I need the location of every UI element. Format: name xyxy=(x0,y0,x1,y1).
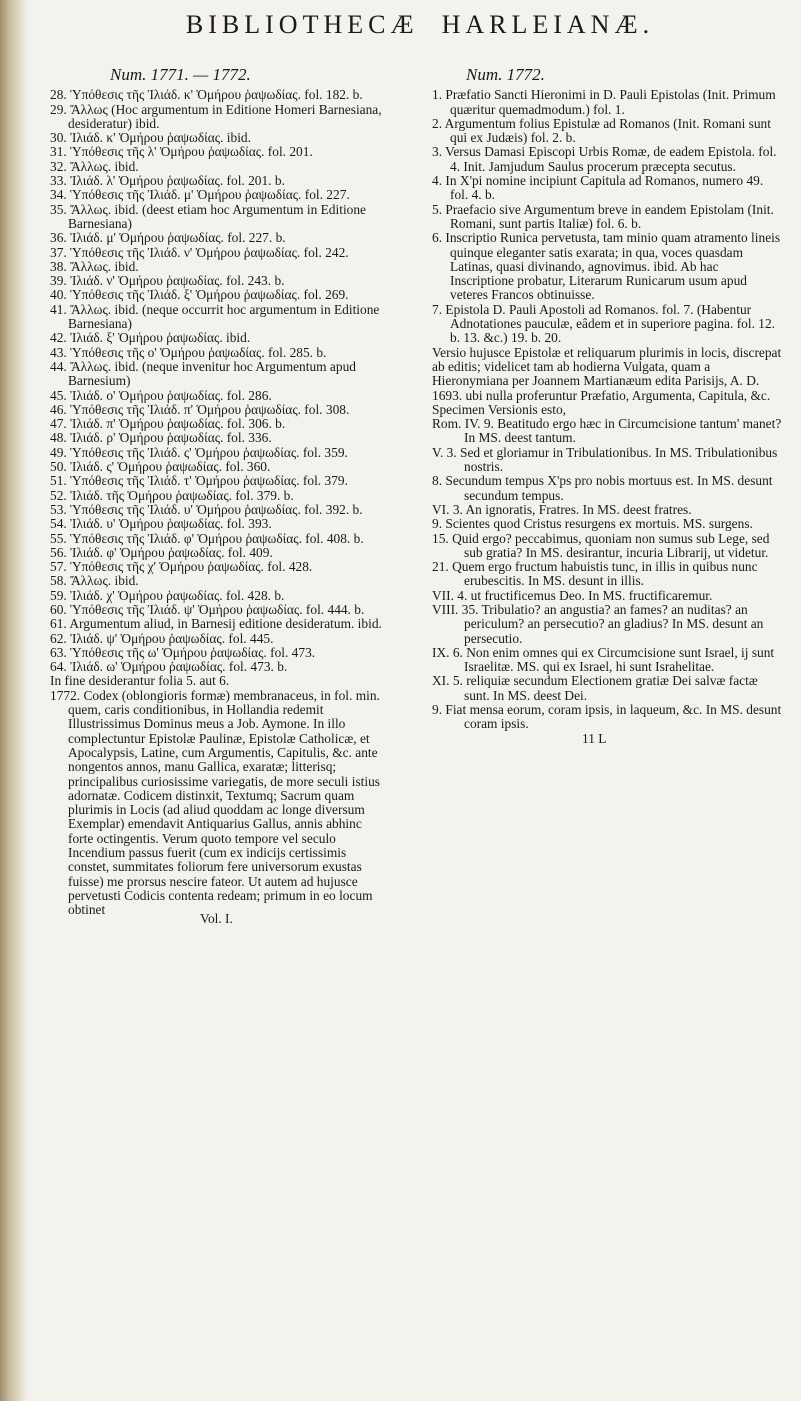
codex-description: 1772. Codex (oblongioris formæ) membranaceus, in fol. min. quem, caris conditionibus, in Hollandia redemit Illustrissimus Dominus meus a Job. Aymone. In illo complectuntur Epistolæ Paulinæ, Epistolæ Catholicæ, et Apocalypsis, Latine, cum Argumentis, Capitulis, &c. ante nongentos annos, manu Gallica, exaratæ; litterisq; principalibus curiosissime variegatis, de more seculi istius adornatæ. Codicem distinxit, Textumq; Sacrum quam plurimis in Locis (ad aliud quoddam ac longe diversum Exemplar) emendavit Antiquarius Gallus, annis abhinc forte octingentis. Verum quoto tempore vel seculo Incendium passus fuerit (cum ex indicijs certissimis constet, summitates foliorum fere universorum exustas fuisse) me prorsus nescire fateor. Ut autem ad hujusce pervetusti Codicis contenta redeam; primum in eo locum obtinet xyxy=(50,687,381,918)
verse-vii-4: VII. 4. ut fructificemus Deo. In MS. fructificaremur. xyxy=(432,587,713,603)
page-signature: 11 L xyxy=(582,730,607,746)
entry-35: 35. Ἄλλως. ibid. (deest etiam hoc Argumentum in Editione Barnesiana) xyxy=(50,201,366,231)
item-5: 5. Praefacio sive Argumentum breve in eandem Epistolam (Init. Romani, sunt partis Italiæ) fol. 6. b. xyxy=(432,201,774,231)
entry-41: 41. Ἄλλως. ibid. (neque occurrit hoc argumentum in Editione Barnesiana) xyxy=(50,301,380,332)
entry-38: 38. Ἄλλως. ibid. xyxy=(50,258,139,274)
verse-vi-9: 9. Scientes quod Cristus resurgens ex mortuis. MS. surgens. xyxy=(432,516,753,532)
left-column-heading: Num. 1771. — 1772. xyxy=(110,65,251,84)
entry-55: 55. Ὑπόθεσις τῆς Ἰλιάδ. φ' Ὁμήρου ῥαψωδίας. fol. 408. b. xyxy=(50,530,364,546)
entry-36: 36. Ἰλιάδ. μ' Ὁμήρου ῥαψωδίας. fol. 227. b. xyxy=(50,230,286,246)
verse-ix-6: IX. 6. Non enim omnes qui ex Circumcisione sunt Israel, ij sunt Israelitæ. MS. qui ex Israel, hi sunt Israhelitae. xyxy=(432,644,775,675)
item-7: 7. Epistola D. Pauli Apostoli ad Romanos. fol. 7. (Habentur Adnotationes pauculæ, eâdem et in superiore pagina. fol. 12. b. 13. &c.) 19. b. 20. xyxy=(432,301,776,346)
running-header xyxy=(60,10,780,46)
verse-xi-5: XI. 5. reliquiæ secundum Electionem gratiæ Dei salvæ factæ sunt. In MS. deest Dei. xyxy=(432,673,758,703)
entry-28: 28. Ὑπόθεσις τῆς Ἰλιάδ. κ' Ὁμήρου ῥαψωδίας. fol. 182. b. xyxy=(50,87,363,103)
entry-61: 61. Argumentum aliud, in Barnesij editione desideratum. ibid. xyxy=(50,616,382,632)
entry-29: 29. Ἄλλως (Hoc argumentum in Editione Homeri Barnesiana, desideratur) ibid. xyxy=(50,101,382,131)
entry-49: 49. Ὑπόθεσις τῆς Ἰλιάδ. ς' Ὁμήρου ῥαψωδίας. fol. 359. xyxy=(50,444,348,460)
entry-32: 32. Ἄλλως. ibid. xyxy=(50,158,139,174)
entry-60: 60. Ὑπόθεσις τῆς Ἰλιάδ. ψ' Ὁμήρου ῥαψωδίας. fol. 444. b. xyxy=(50,601,365,617)
verse-viii-35: VIII. 35. Tribulatio? an angustia? an fames? an nuditas? an periculum? an persecutio? an gladius? In MS. desunt an persecutio. xyxy=(432,601,764,646)
header-right: HARLEIANÆ. xyxy=(441,10,655,39)
item-3: 3. Versus Damasi Episcopi Urbis Romæ, de eadem Epistola. fol. 4. Init. Jamjudum Saulus procerum præcepta secutus. xyxy=(432,144,777,174)
entry-50: 50. Ἰλιάδ. ς' Ὁμήρου ῥαψωδίας. fol. 360. xyxy=(50,459,271,475)
header-left: BIBLIOTHECÆ xyxy=(185,10,419,39)
entry-31: 31. Ὑπόθεσις τῆς λ' Ὁμήρου ῥαψωδίας. fol. 201. xyxy=(50,144,313,160)
entry-30: 30. Ἰλιάδ. κ' Ὁμήρου ῥαψωδίας. ibid. xyxy=(50,130,251,146)
specimen-line: Specimen Versionis esto, xyxy=(432,401,567,417)
left-column xyxy=(50,65,382,926)
entry-52: 52. Ἰλιάδ. τῆς Ὁμήρου ῥαψωδίας. fol. 379. b. xyxy=(50,487,294,503)
entry-64: 64. Ἰλιάδ. ω' Ὁμήρου ῥαψωδίας. fol. 473. b. xyxy=(50,659,288,675)
entry-63: 63. Ὑπόθεσις τῆς ω' Ὁμήρου ῥαψωδίας. fol. 473. xyxy=(50,644,316,660)
entry-39: 39. Ἰλιάδ. ν' Ὁμήρου ῥαψωδίας. fol. 243. b. xyxy=(50,273,285,289)
entry-59: 59. Ἰλιάδ. χ' Ὁμήρου ῥαψωδίας. fol. 428. b. xyxy=(50,587,285,603)
verse-vi-3: VI. 3. An ignoratis, Fratres. In MS. deest fratres. xyxy=(432,501,692,517)
entry-44: 44. Ἄλλως. ibid. (neque invenitur hoc Argumentum apud Barnesium) xyxy=(50,358,356,389)
verse-v-8: 8. Secundum tempus X'ps pro nobis mortuus est. In MS. desunt secundum tempus. xyxy=(432,473,773,503)
entry-54: 54. Ἰλιάδ. υ' Ὁμήρου ῥαψωδίας. fol. 393. xyxy=(50,516,272,532)
entry-53: 53. Ὑπόθεσις τῆς Ἰλιάδ. υ' Ὁμήρου ῥαψωδίας. fol. 392. b. xyxy=(50,501,363,517)
verse-vi-15: 15. Quid ergo? peccabimus, quoniam non sumus sub Lege, sed sub gratia? In MS. desirantur, incuria Librarij, ut videtur. xyxy=(432,530,770,560)
verse-vi-21: 21. Quem ergo fructum habuistis tunc, in illis in quibus nunc erubescitis. In MS. desunt in illis. xyxy=(432,559,758,589)
entry-57: 57. Ὑπόθεσις τῆς χ' Ὁμήρου ῥαψωδίας. fol. 428. xyxy=(50,559,313,575)
entry-40: 40. Ὑπόθεσις τῆς Ἰλιάδ. ξ' Ὁμήρου ῥαψωδίας. fol. 269. xyxy=(50,287,349,303)
item-4: 4. In X'pi nomine incipiunt Capitula ad Romanos, numero 49. fol. 4. b. xyxy=(432,173,764,203)
entry-51: 51. Ὑπόθεσις τῆς Ἰλιάδ. τ' Ὁμήρου ῥαψωδίας. fol. 379. xyxy=(50,473,348,489)
item-6: 6. Inscriptio Runica pervetusta, tam minio quam atramento lineis quinque eleganter satis exarata; in qua, voces quasdam Latinas, quasi divinando, agnovimus. ibid. Ab hac Inscriptione probatur, Literarum Runicarum usum apud veteres Francos obtinuisse. xyxy=(432,230,781,303)
entry-43: 43. Ὑπόθεσις τῆς ο' Ὁμήρου ῥαψωδίας. fol. 285. b. xyxy=(50,344,327,360)
verse-xi-9: 9. Fiat mensa eorum, coram ipsis, in laqueum, &c. In MS. desunt coram ipsis. xyxy=(432,702,782,732)
entry-62: 62. Ἰλιάδ. ψ' Ὁμήρου ῥαψωδίας. fol. 445. xyxy=(50,630,274,646)
entry-56: 56. Ἰλιάδ. φ' Ὁμήρου ῥαψωδίας. fol. 409. xyxy=(50,544,273,560)
entry-33: 33. Ἰλιάδ. λ' Ὁμήρου ῥαψωδίας. fol. 201. b. xyxy=(50,173,285,189)
verse-rom-iv-9: Rom. IV. 9. Beatitudo ergo hæc in Circumcisione tantum' manet? In MS. deest tantum. xyxy=(432,416,782,446)
entry-48: 48. Ἰλιάδ. ρ' Ὁμήρου ῥαψωδίας. fol. 336. xyxy=(50,430,272,446)
entry-47: 47. Ἰλιάδ. π' Ὁμήρου ῥαψωδίας. fol. 306. b. xyxy=(50,416,286,432)
versio-paragraph: Versio hujusce Epistolæ et reliquarum plurimis in locis, discrepat ab editis; videlicet tam ab hodierna Vulgata, quam a Hieronymiana per Joannem Martianæum edita Parisijs, A. D. 1693. ubi nulla proferuntur Præfatio, Argumenta, Capitula, &c. xyxy=(432,344,782,403)
entry-45: 45. Ἰλιάδ. ο' Ὁμήρου ῥαψωδίας. fol. 286. xyxy=(50,387,272,403)
book-binding-edge xyxy=(0,0,28,1401)
entry-42: 42. Ἰλιάδ. ξ' Ὁμήρου ῥαψωδίας. ibid. xyxy=(50,330,251,346)
right-column-heading: Num. 1772. xyxy=(466,65,545,84)
entry-34: 34. Ὑπόθεσις τῆς Ἰλιάδ. μ' Ὁμήρου ῥαψωδίας. fol. 227. xyxy=(50,187,350,203)
right-column xyxy=(432,65,782,746)
verse-v-3: V. 3. Sed et gloriamur in Tribulationibus. In MS. Tribulationibus nostris. xyxy=(432,444,778,475)
entry-58: 58. Ἄλλως. ibid. xyxy=(50,573,139,589)
volume-signature: Vol. I. xyxy=(200,910,233,926)
item-1: 1. Præfatio Sancti Hieronimi in D. Pauli Epistolas (Init. Primum quæritur quemadmodum.) fol. 1. xyxy=(432,87,776,117)
entry-46: 46. Ὑπόθεσις τῆς Ἰλιάδ. π' Ὁμήρου ῥαψωδίας. fol. 308. xyxy=(50,401,350,417)
entry-note: In fine desiderantur folia 5. aut 6. xyxy=(50,673,230,689)
item-2: 2. Argumentum folius Epistulæ ad Romanos (Init. Romani sunt qui ex Judæis) fol. 2. b. xyxy=(432,115,771,146)
entry-37: 37. Ὑπόθεσις τῆς Ἰλιάδ. ν' Ὁμήρου ῥαψωδίας. fol. 242. xyxy=(50,244,349,260)
